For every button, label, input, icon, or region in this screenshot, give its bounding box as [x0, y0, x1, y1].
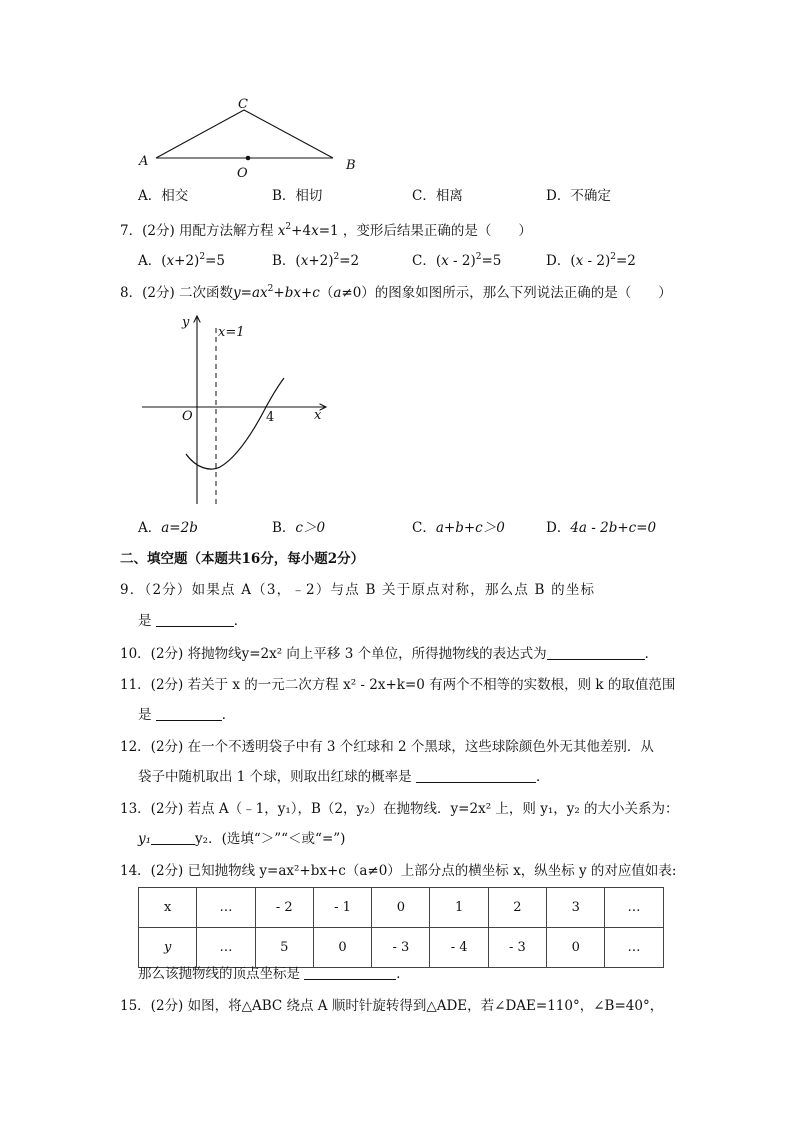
symmetry-axis-label: x=1 — [218, 325, 245, 340]
q8-option-a: A．a=2b — [138, 520, 198, 536]
q9-line1: 9．（2分）如果点 A（3，﹣2）与点 B 关于原点对称，那么点 B 的坐标 — [120, 582, 596, 598]
root-4-label: 4 — [266, 410, 275, 425]
table-cell: … — [197, 888, 255, 928]
q8-option-c: C．a+b+c＞0 — [412, 520, 505, 536]
table-cell: 1 — [430, 888, 488, 928]
q10-answer-blank[interactable] — [547, 645, 645, 660]
triangle-figure — [130, 95, 370, 185]
table-cell: - 4 — [430, 928, 488, 968]
parabola-graph — [138, 306, 338, 510]
table-cell: - 1 — [313, 888, 371, 928]
table-cell: - 3 — [372, 928, 430, 968]
q11-answer-blank[interactable] — [156, 706, 222, 721]
table-cell: … — [197, 928, 255, 968]
value-table — [138, 887, 664, 968]
q13-line2: y₁ y₂．(选填“＞”“＜或“=”) — [138, 831, 346, 847]
q12-line2: 袋子中随机取出 1 个球，则取出红球的概率是 ． — [138, 769, 550, 785]
q10-line: 10．(2分) 将抛物线y=2x² 向上平移 3 个单位，所得抛物线的表达式为 ． — [120, 646, 659, 662]
table-cell: … — [605, 928, 663, 968]
q14-line1: 14．(2分) 已知抛物线 y=ax²+bx+c（a≠0）上部分点的横坐标 x，纵坐标 y 的对应值如表: — [120, 863, 677, 879]
table-cell: 2 — [488, 888, 546, 928]
q7-option-b: B．$(x+2)^2=2$ — [272, 252, 360, 269]
section-title: 二、填空题（本题共16分，每小题2分） — [120, 551, 365, 567]
q12-line1: 12．(2分) 在一个不透明袋子中有 3 个红球和 2 个黑球，这些球除颜色外无其他差别．从 — [120, 739, 654, 755]
q6-option-b: B．相切 — [272, 188, 323, 204]
q9-line2: 是 ． — [138, 613, 248, 629]
q8-question: 8．(2分) 二次函数$y=ax^2+bx+c(a\ne 0)$的图象如图所示，那么下列说法正确的是（ ） — [120, 284, 672, 301]
q6-option-a: A．相交 — [138, 188, 189, 204]
origin-label: O — [182, 409, 193, 424]
q7-option-a: A．$(x+2)^2=5$ — [138, 252, 225, 269]
vertex-a-label: A — [139, 154, 149, 169]
q13-answer-blank[interactable] — [151, 830, 195, 845]
x-axis-label: x — [314, 408, 322, 423]
q11-line2: 是 ． — [138, 707, 236, 723]
q12-answer-blank[interactable] — [416, 768, 536, 783]
q7-option-d: D．(x - 2)$^2$=2 — [546, 252, 636, 269]
table-cell: 5 — [255, 928, 313, 968]
table-cell: 0 — [547, 928, 605, 968]
table-cell: 3 — [547, 888, 605, 928]
table-cell: - 3 — [488, 928, 546, 968]
center-o-label: O — [237, 166, 248, 181]
y-axis-label: y — [182, 315, 190, 330]
q7-question: 7．(2分) 用配方法解方程 $x^2+4x=1$ ，变形后结果正确的是（ ） — [120, 222, 532, 239]
q13-line1: 13．(2分) 若点 A（﹣1，y₁），B（2，y₂）在抛物线．y=2x² 上，则 y₁，y₂ 的大小关系为： — [120, 801, 679, 817]
table-cell: x — [139, 888, 197, 928]
q6-option-c: C．相离 — [412, 188, 463, 204]
table-cell: 0 — [313, 928, 371, 968]
vertex-b-label: B — [346, 158, 356, 173]
q15-line: 15．(2分) 如图，将△ABC 绕点 A 顺时针旋转得到△ADE，若∠DAE=110°，∠B=40°， — [120, 998, 664, 1014]
table-row — [139, 928, 664, 968]
q8-option-d: D．4a - 2b+c=0 — [546, 520, 657, 536]
table-cell: … — [605, 888, 663, 928]
table-cell: - 2 — [255, 888, 313, 928]
q9-answer-blank[interactable] — [156, 612, 234, 627]
q11-line1: 11．(2分) 若关于 x 的一元二次方程 x² - 2x+k=0 有两个不相等的实数根，则 k 的取值范围 — [120, 677, 676, 693]
q14-answer-blank[interactable] — [304, 965, 396, 980]
vertex-c-label: C — [238, 97, 248, 112]
q7-option-c: C．(x - 2)$^2$=5 — [412, 252, 502, 269]
table-cell: 0 — [372, 888, 430, 928]
table-row — [139, 888, 664, 928]
q8-option-b: B．c＞0 — [272, 520, 326, 536]
table-cell: y — [139, 928, 197, 968]
q6-option-d: D．不确定 — [546, 188, 611, 204]
q14-line2: 那么该抛物线的顶点坐标是 ． — [138, 966, 410, 982]
